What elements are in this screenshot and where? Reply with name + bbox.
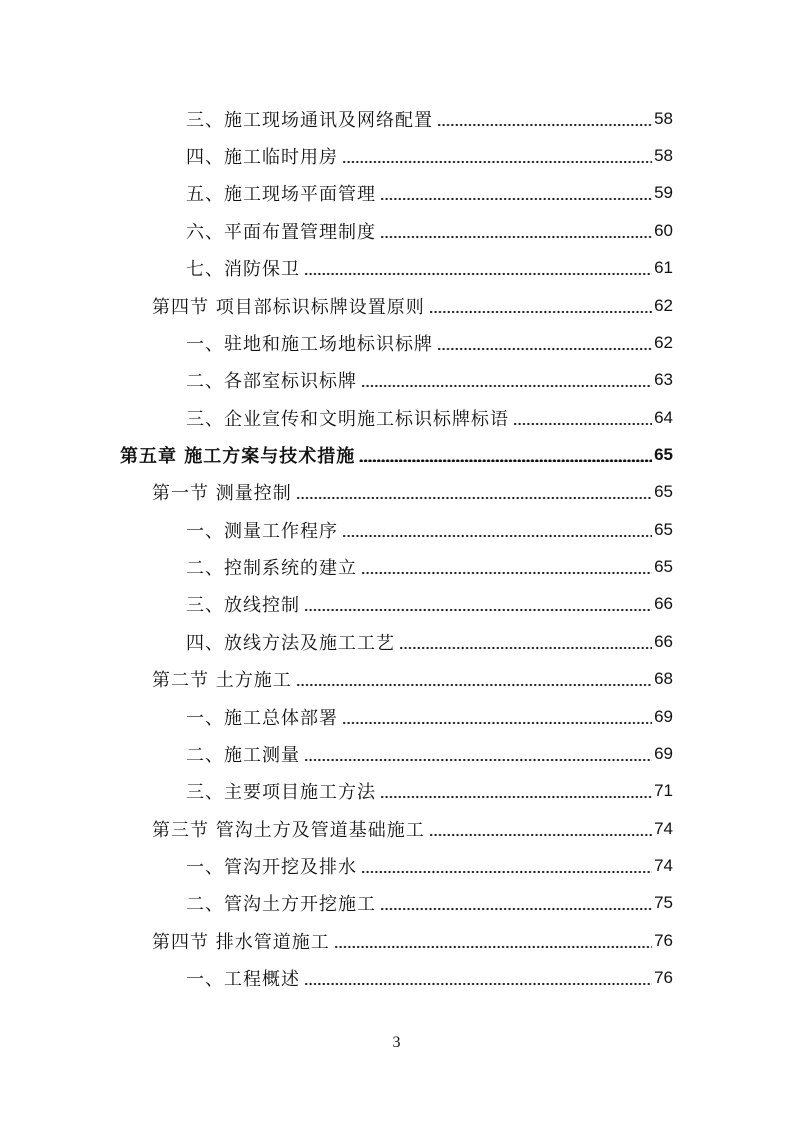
dot-leader xyxy=(296,485,652,499)
dot-leader xyxy=(361,560,652,574)
toc-entry-label: 第五章 施工方案与技术措施 xyxy=(120,446,356,467)
toc-entry[interactable] xyxy=(186,703,673,731)
toc-entry-label: 二、各部室标识标牌 xyxy=(186,371,357,392)
toc-entry-label: 第三节 管沟土方及管道基础施工 xyxy=(152,820,425,841)
toc-entry-label: 四、施工临时用房 xyxy=(186,147,338,168)
toc-entry-chapter[interactable] xyxy=(120,441,673,469)
toc-entry-label: 一、测量工作程序 xyxy=(186,521,338,542)
toc-entry[interactable] xyxy=(186,329,673,357)
toc-entry[interactable] xyxy=(186,217,673,245)
toc-entry[interactable] xyxy=(186,179,673,207)
toc-entry-label: 三、企业宣传和文明施工标识标牌标语 xyxy=(186,409,509,430)
toc-entry-page: 66 xyxy=(654,594,673,613)
page-number: 3 xyxy=(392,1034,401,1051)
toc-entry[interactable] xyxy=(186,366,673,394)
toc-entry-page: 71 xyxy=(654,781,673,800)
dot-leader xyxy=(296,672,652,686)
toc-entry[interactable] xyxy=(186,740,673,768)
toc-entry-section[interactable] xyxy=(152,478,673,506)
toc-entry-section[interactable] xyxy=(152,815,673,843)
toc-entry-label: 一、驻地和施工场地标识标牌 xyxy=(186,334,433,355)
toc-entry[interactable] xyxy=(186,628,673,656)
toc-entry-page: 74 xyxy=(654,856,673,875)
dot-leader xyxy=(437,336,652,350)
toc-entry-page: 65 xyxy=(654,445,673,464)
toc-entry[interactable] xyxy=(186,889,673,917)
toc-entry[interactable] xyxy=(186,516,673,544)
toc-entry[interactable] xyxy=(186,964,673,992)
dot-leader xyxy=(399,635,652,649)
dot-leader xyxy=(437,112,652,126)
toc-entry-label: 六、平面布置管理制度 xyxy=(186,222,376,243)
dot-leader xyxy=(380,784,652,798)
toc-entry-label: 二、控制系统的建立 xyxy=(186,558,357,579)
toc-entry-label: 一、工程概述 xyxy=(186,969,300,990)
toc-entry-page: 69 xyxy=(654,744,673,763)
toc-entry-label: 第二节 土方施工 xyxy=(152,670,292,691)
dot-leader xyxy=(429,299,652,313)
toc-entry[interactable] xyxy=(186,105,673,133)
toc-entry-section[interactable] xyxy=(152,665,673,693)
dot-leader xyxy=(342,710,652,724)
dot-leader xyxy=(342,149,652,163)
toc-entry-page: 61 xyxy=(654,258,673,277)
toc-entry-page: 69 xyxy=(654,707,673,726)
toc-entry-page: 63 xyxy=(654,370,673,389)
toc-entry-label: 二、管沟土方开挖施工 xyxy=(186,894,376,915)
toc-entry-label: 七、消防保卫 xyxy=(186,259,300,280)
dot-leader xyxy=(361,373,652,387)
toc-entry[interactable] xyxy=(186,777,673,805)
dot-leader xyxy=(513,411,652,425)
toc-entry-label: 第四节 排水管道施工 xyxy=(152,932,330,953)
toc-entry-label: 第一节 测量控制 xyxy=(152,483,292,504)
toc-entry[interactable] xyxy=(186,142,673,170)
dot-leader xyxy=(359,448,652,462)
toc-entry[interactable] xyxy=(186,553,673,581)
toc-entry-page: 62 xyxy=(654,333,673,352)
toc-entry[interactable] xyxy=(186,590,673,618)
dot-leader xyxy=(361,859,652,873)
toc-entry-section[interactable] xyxy=(152,292,673,320)
dot-leader xyxy=(304,971,652,985)
dot-leader xyxy=(334,934,652,948)
toc-entry-label: 第四节 项目部标识标牌设置原则 xyxy=(152,297,425,318)
toc-entry-label: 三、放线控制 xyxy=(186,595,300,616)
toc-entry-page: 58 xyxy=(654,146,673,165)
dot-leader xyxy=(342,523,652,537)
toc-entry-page: 65 xyxy=(654,482,673,501)
dot-leader xyxy=(304,597,652,611)
dot-leader xyxy=(380,186,652,200)
toc-entry-page: 59 xyxy=(654,183,673,202)
dot-leader xyxy=(429,822,652,836)
toc-entry-page: 74 xyxy=(654,819,673,838)
toc-entry-label: 一、管沟开挖及排水 xyxy=(186,857,357,878)
dot-leader xyxy=(304,261,652,275)
dot-leader xyxy=(304,747,652,761)
toc-entry-page: 68 xyxy=(654,669,673,688)
toc-entry-page: 65 xyxy=(654,557,673,576)
toc-entry[interactable] xyxy=(186,404,673,432)
toc-entry[interactable] xyxy=(186,254,673,282)
toc-entry-section[interactable] xyxy=(152,927,673,955)
dot-leader xyxy=(380,224,652,238)
toc-entry-label: 二、施工测量 xyxy=(186,745,300,766)
toc-entry-label: 四、放线方法及施工工艺 xyxy=(186,633,395,654)
toc-entry-label: 三、施工现场通讯及网络配置 xyxy=(186,110,433,131)
toc-entry-label: 五、施工现场平面管理 xyxy=(186,184,376,205)
toc-entry-page: 58 xyxy=(654,109,673,128)
dot-leader xyxy=(380,896,652,910)
toc-entry-page: 76 xyxy=(654,968,673,987)
toc-entry-label: 三、主要项目施工方法 xyxy=(186,782,376,803)
toc-entry-label: 一、施工总体部署 xyxy=(186,708,338,729)
toc-entry-page: 64 xyxy=(654,408,673,427)
toc-entry-page: 65 xyxy=(654,520,673,539)
toc-entry-page: 60 xyxy=(654,221,673,240)
toc-entry-page: 75 xyxy=(654,893,673,912)
toc-entry[interactable] xyxy=(186,852,673,880)
toc-entry-page: 66 xyxy=(654,632,673,651)
toc-entry-page: 62 xyxy=(654,296,673,315)
toc-entry-page: 76 xyxy=(654,931,673,950)
